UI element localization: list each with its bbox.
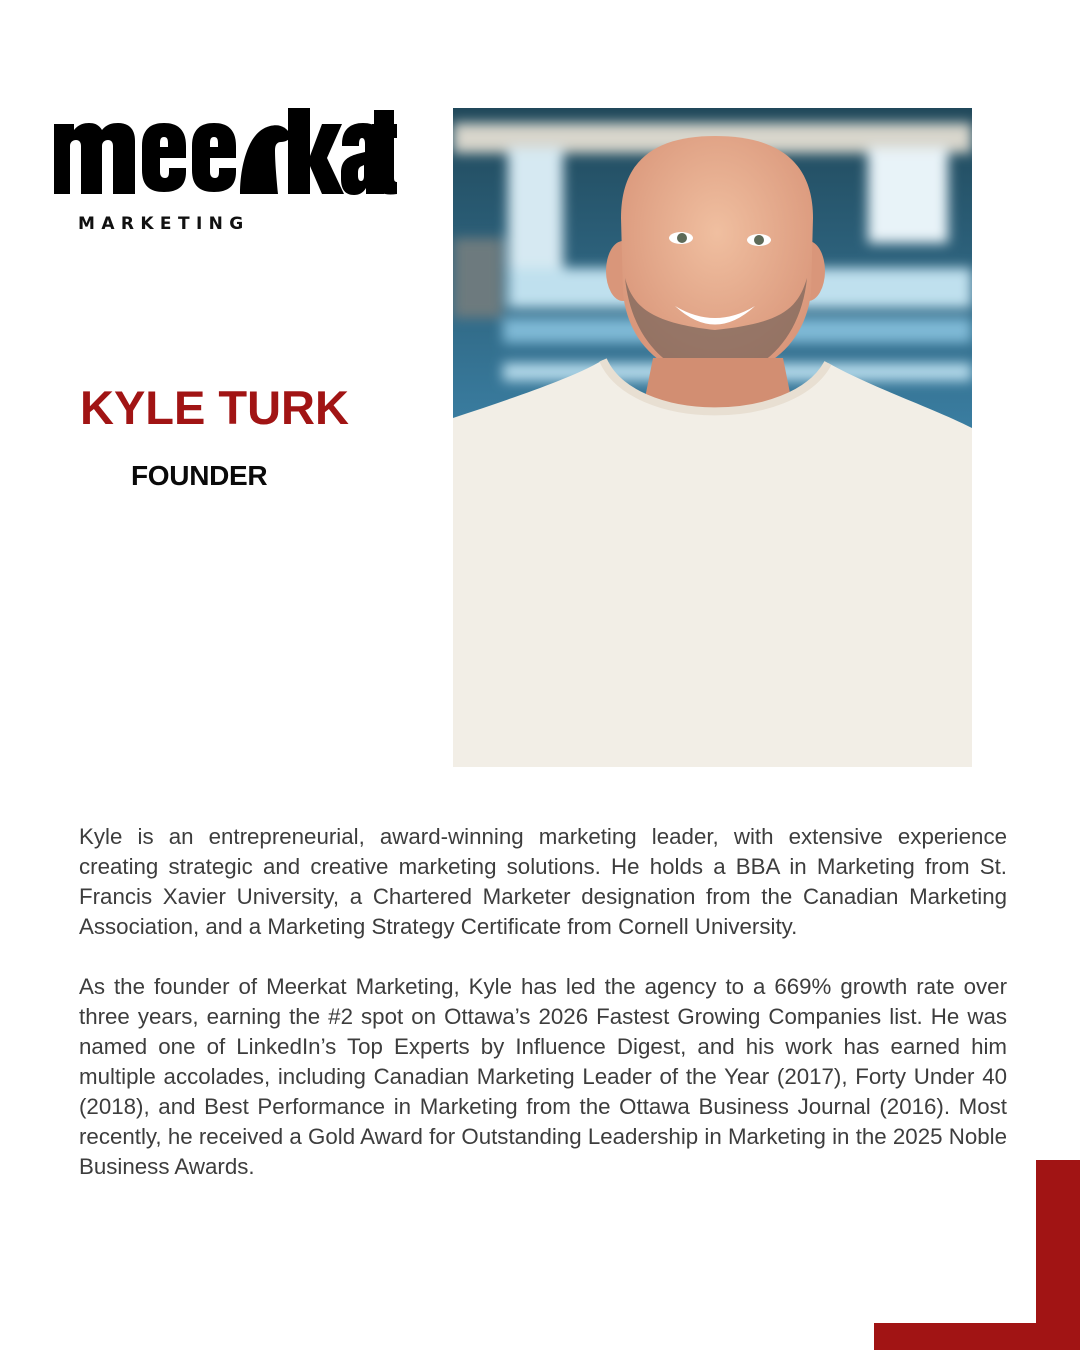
- corner-accent-horizontal: [874, 1323, 1080, 1350]
- corner-accent-vertical: [1036, 1160, 1080, 1350]
- meerkat-wordmark-icon: [52, 106, 397, 198]
- logo-subtitle: MARKETING: [78, 214, 250, 234]
- bio-paragraph-2: As the founder of Meerkat Marketing, Kyle has led the agency to a 669% growth rate over three years, earning the #2 spot on Ottawa’s 2026 Fastest Growing Companies list. He was named one of LinkedIn’s Top Experts by Influence Digest, and his work has earned him multiple accolades, including Canadian Marketing Leader of the Year (2017), Forty Under 40 (2018), and Best Performance in Marketing from the Ottawa Business Journal (2016). Most recently, he received a Gold Award for Outstanding Leadership in Marketing in the 2025 Noble Business Awards.: [79, 974, 1007, 1179]
- bio-text: [79, 822, 1007, 1212]
- portrait-photo: [453, 108, 972, 767]
- person-name: KYLE TURK: [80, 381, 349, 434]
- person-role: FOUNDER: [131, 460, 268, 491]
- portrait-image-icon: [453, 108, 972, 767]
- bio-paragraph-1: Kyle is an entrepreneurial, award-winning marketing leader, with extensive experience creating strategic and creative marketing solutions. He holds a BBA in Marketing from St. Francis Xavier University, a Chartered Marketer designation from the Canadian Marketing Association, and a Marketing Strategy Certificate from Cornell University.: [79, 824, 1007, 939]
